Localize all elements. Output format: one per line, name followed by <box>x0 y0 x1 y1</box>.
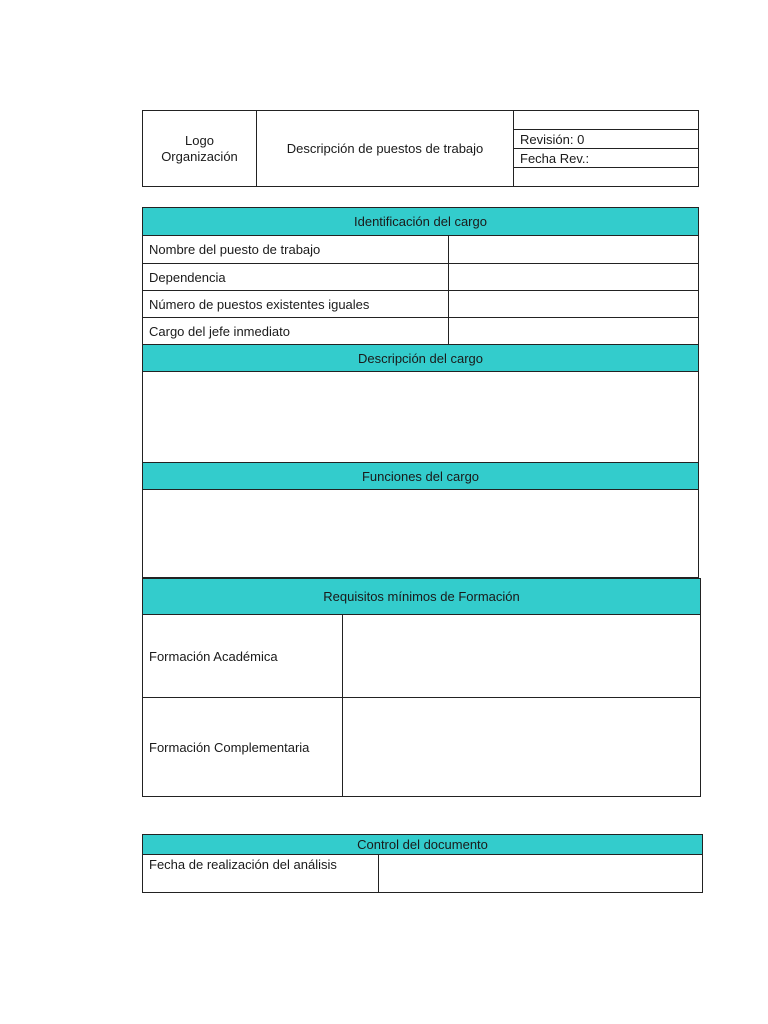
field-value-numero-puestos[interactable] <box>449 291 698 317</box>
document-title: Descripción de puestos de trabajo <box>286 141 484 156</box>
control-header: Control del documento <box>143 835 702 854</box>
fecha-realizacion-value[interactable] <box>379 855 702 892</box>
logo-line-2: Organización <box>161 148 238 164</box>
fecha-realizacion-label: Fecha de realización del análisis <box>149 857 337 872</box>
logo-placeholder <box>143 111 256 186</box>
revision-label: Revisión: 0 <box>520 132 585 147</box>
requisitos-table <box>142 578 701 797</box>
field-label-numero-puestos: Número de puestos existentes iguales <box>149 296 370 312</box>
formacion-complementaria-value[interactable] <box>343 698 700 796</box>
control-table <box>142 834 703 893</box>
field-label-dependencia: Dependencia <box>149 269 226 285</box>
field-label-nombre-puesto: Nombre del puesto de trabajo <box>149 242 321 257</box>
descripcion-table <box>142 345 699 463</box>
field-label-jefe-inmediato: Cargo del jefe inmediato <box>149 323 290 339</box>
formacion-academica-label: Formación Académica <box>149 648 278 664</box>
formacion-academica-value[interactable] <box>343 615 700 697</box>
header-table <box>142 110 699 187</box>
requisitos-header: Requisitos mínimos de Formación <box>143 579 700 614</box>
field-value-nombre-puesto[interactable] <box>449 236 698 263</box>
formacion-complementaria-label: Formación Complementaria <box>149 739 310 755</box>
funciones-header: Funciones del cargo <box>143 463 698 489</box>
descripcion-header: Descripción del cargo <box>143 345 698 371</box>
funciones-table <box>142 462 699 578</box>
logo-line-1: Logo <box>185 132 214 148</box>
revision-date-label: Fecha Rev.: <box>520 151 590 166</box>
identificacion-header: Identificación del cargo <box>143 208 698 235</box>
descripcion-content-area[interactable] <box>143 372 698 462</box>
identificacion-table <box>142 207 699 345</box>
funciones-content-area[interactable] <box>143 490 698 577</box>
field-value-jefe-inmediato[interactable] <box>449 318 698 344</box>
field-value-dependencia[interactable] <box>449 264 698 290</box>
